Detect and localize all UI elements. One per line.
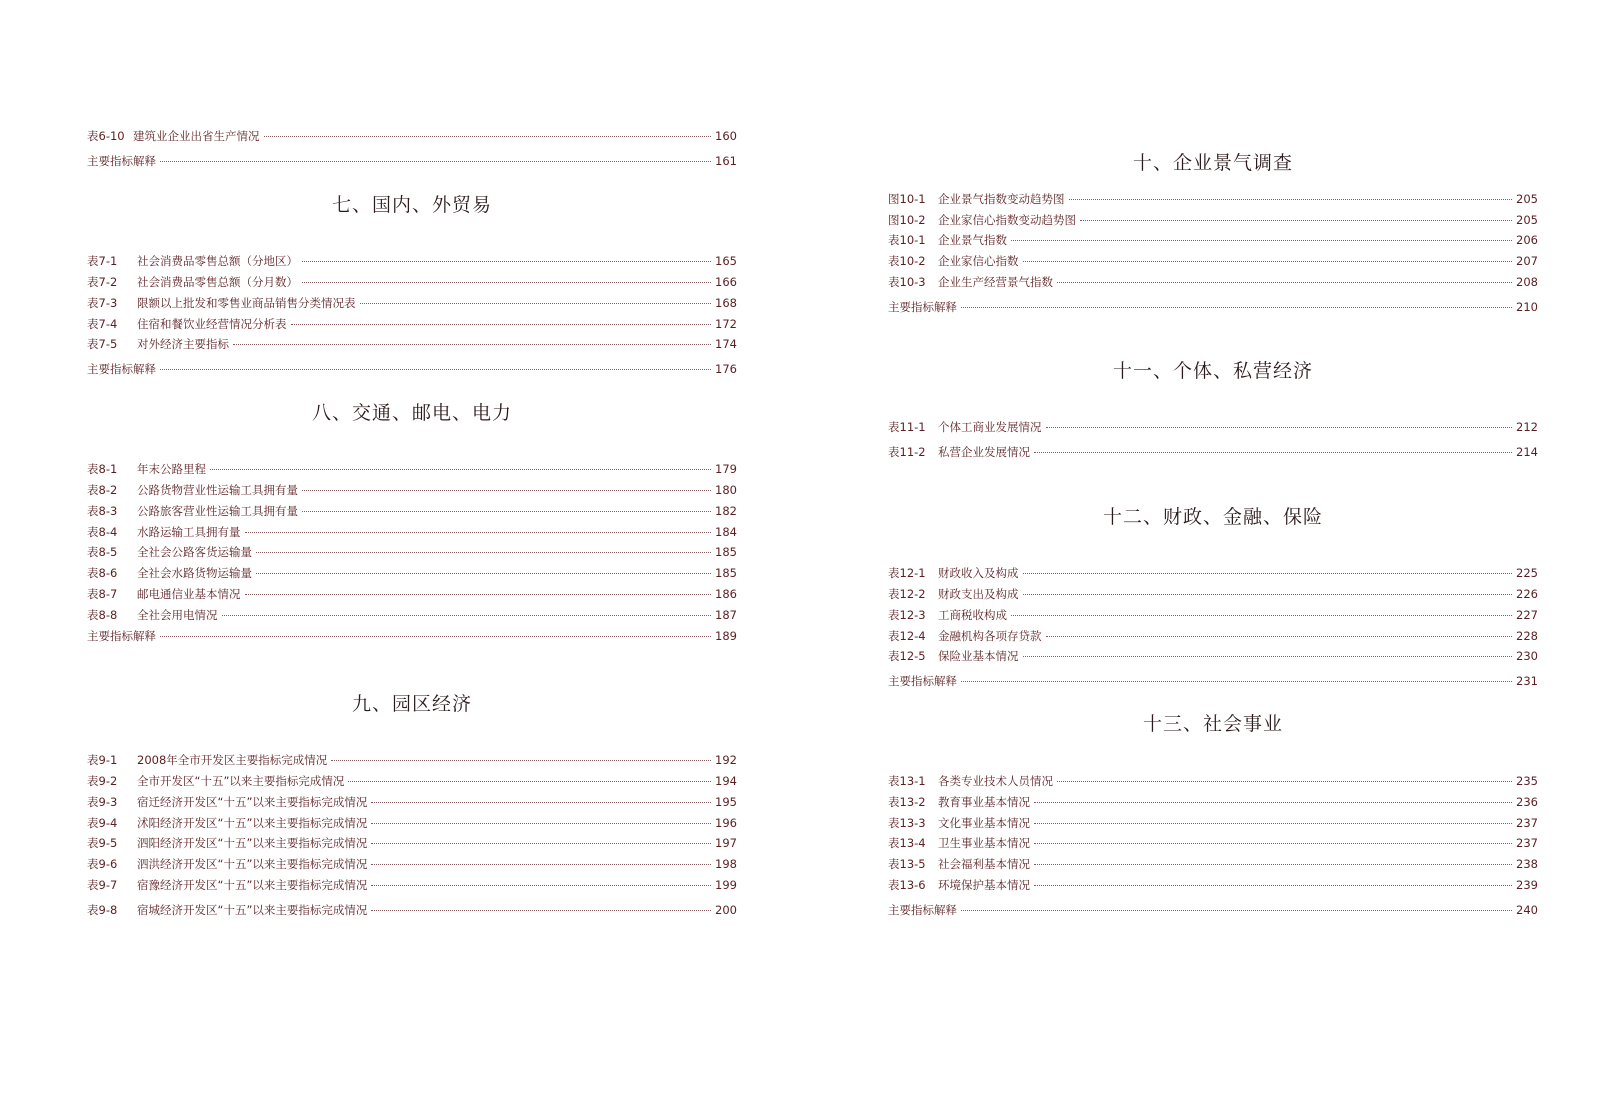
entry-code: 表9-3: [87, 795, 118, 809]
entry-page: 210: [1516, 300, 1538, 314]
entry-page: 194: [715, 774, 737, 788]
entry-page: 208: [1516, 275, 1538, 289]
leader-dots: [1057, 282, 1512, 283]
entry-label: 宿豫经济开发区“十五”以来主要指标完成情况: [137, 878, 368, 892]
entry-page: 236: [1516, 795, 1538, 809]
entry-label: 2008年全市开发区主要指标完成情况: [137, 753, 328, 767]
leader-dots: [1057, 781, 1512, 782]
entry-page: 180: [715, 483, 737, 497]
entry-page: 205: [1516, 213, 1538, 227]
entry-code: 表7-1: [87, 254, 118, 268]
entry-label: 主要指标解释: [888, 300, 957, 314]
entry-label: 社会消费品零售总额（分地区）: [137, 254, 298, 268]
entry-code: 表12-3: [888, 608, 926, 622]
entry-code: 表8-7: [87, 587, 118, 601]
entry-code: 表6-10: [87, 129, 125, 143]
toc-entry[interactable]: [87, 524, 737, 540]
leader-dots: [331, 760, 711, 761]
section-title: 七、国内、外贸易: [331, 194, 492, 216]
leader-dots: [371, 910, 711, 911]
leader-dots: [1011, 240, 1512, 241]
entry-page: 230: [1516, 649, 1538, 663]
entry-label: 社会福利基本情况: [938, 857, 1030, 871]
entry-label: 教育事业基本情况: [938, 795, 1030, 809]
entry-page: 198: [715, 857, 737, 871]
entry-label: 公路旅客营业性运输工具拥有量: [137, 504, 298, 518]
entry-label: 主要指标解释: [888, 903, 957, 917]
toc-entry[interactable]: [87, 752, 737, 768]
entry-code: 表13-3: [888, 816, 926, 830]
entry-page: 214: [1516, 445, 1538, 459]
entry-code: 图10-2: [888, 213, 926, 227]
entry-page: 235: [1516, 774, 1538, 788]
entry-code: 表13-5: [888, 857, 926, 871]
toc-entry[interactable]: [888, 299, 1538, 315]
toc-entry[interactable]: [888, 212, 1538, 228]
entry-code: 表9-4: [87, 816, 118, 830]
leader-dots: [302, 282, 711, 283]
entry-code: 表9-7: [87, 878, 118, 892]
entry-label: 限额以上批发和零售业商品销售分类情况表: [137, 296, 356, 310]
leader-dots: [160, 369, 711, 370]
entry-code: 表11-1: [888, 420, 926, 434]
toc-entry[interactable]: [888, 586, 1538, 602]
entry-label: 企业家信心指数变动趋势图: [938, 213, 1076, 227]
leader-dots: [302, 490, 711, 491]
entry-code: 表10-3: [888, 275, 926, 289]
entry-label: 主要指标解释: [87, 629, 156, 643]
toc-entry[interactable]: [888, 419, 1538, 435]
entry-page: 237: [1516, 836, 1538, 850]
toc-entry[interactable]: [87, 361, 737, 377]
entry-page: 189: [715, 629, 737, 643]
entry-page: 185: [715, 545, 737, 559]
toc-entry[interactable]: [888, 253, 1538, 269]
toc-entry[interactable]: [87, 461, 737, 477]
leader-dots: [1046, 427, 1513, 428]
entry-label: 全社会用电情况: [137, 608, 218, 622]
entry-label: 全市开发区“十五”以来主要指标完成情况: [137, 774, 345, 788]
entry-code: 表9-1: [87, 753, 118, 767]
entry-label: 水路运输工具拥有量: [137, 525, 241, 539]
entry-code: 表7-4: [87, 317, 118, 331]
entry-code: 表13-1: [888, 774, 926, 788]
entry-label: 保险业基本情况: [938, 649, 1019, 663]
leader-dots: [302, 511, 711, 512]
entry-page: 200: [715, 903, 737, 917]
leader-dots: [1023, 656, 1513, 657]
toc-entry[interactable]: [87, 153, 737, 169]
entry-page: 176: [715, 362, 737, 376]
entry-label: 住宿和餐饮业经营情况分析表: [137, 317, 287, 331]
entry-page: 187: [715, 608, 737, 622]
toc-entry[interactable]: [87, 128, 737, 144]
toc-entry[interactable]: [87, 628, 737, 644]
toc-entry[interactable]: [87, 902, 737, 918]
left-page: [87, 0, 737, 1099]
entry-label: 泗阳经济开发区“十五”以来主要指标完成情况: [137, 836, 368, 850]
entry-code: 表8-5: [87, 545, 118, 559]
leader-dots: [1034, 843, 1512, 844]
entry-code: 表7-2: [87, 275, 118, 289]
toc-entry[interactable]: [87, 607, 737, 623]
entry-label: 环境保护基本情况: [938, 878, 1030, 892]
entry-code: 表8-6: [87, 566, 118, 580]
leader-dots: [360, 303, 712, 304]
entry-code: 表12-5: [888, 649, 926, 663]
leader-dots: [245, 594, 712, 595]
entry-label: 企业生产经营景气指数: [938, 275, 1053, 289]
entry-page: 196: [715, 816, 737, 830]
entry-code: 表8-2: [87, 483, 118, 497]
entry-label: 泗洪经济开发区“十五”以来主要指标完成情况: [137, 857, 368, 871]
entry-label: 沭阳经济开发区“十五”以来主要指标完成情况: [137, 816, 368, 830]
entry-page: 205: [1516, 192, 1538, 206]
entry-page: 174: [715, 337, 737, 351]
entry-code: 表12-4: [888, 629, 926, 643]
entry-page: 192: [715, 753, 737, 767]
entry-page: 225: [1516, 566, 1538, 580]
entry-label: 卫生事业基本情况: [938, 836, 1030, 850]
toc-entry[interactable]: [888, 607, 1538, 623]
entry-label: 金融机构各项存贷款: [938, 629, 1042, 643]
entry-code: 表8-1: [87, 462, 118, 476]
entry-code: 表13-2: [888, 795, 926, 809]
section-title: 十、企业景气调查: [1132, 152, 1293, 174]
leader-dots: [348, 781, 711, 782]
entry-code: 表9-2: [87, 774, 118, 788]
entry-page: 195: [715, 795, 737, 809]
leader-dots: [264, 136, 712, 137]
toc-entry[interactable]: [87, 253, 737, 269]
entry-label: 企业景气指数: [938, 233, 1007, 247]
section-title: 十三、社会事业: [1142, 713, 1283, 735]
leader-dots: [1034, 452, 1512, 453]
entry-label: 邮电通信业基本情况: [137, 587, 241, 601]
entry-page: 172: [715, 317, 737, 331]
leader-dots: [210, 469, 711, 470]
entry-label: 全社会水路货物运输量: [137, 566, 252, 580]
entry-code: 表8-4: [87, 525, 118, 539]
leader-dots: [222, 615, 712, 616]
entry-code: 图10-1: [888, 192, 926, 206]
toc-entry[interactable]: [87, 482, 737, 498]
toc-entry[interactable]: [87, 295, 737, 311]
toc-entry[interactable]: [87, 544, 737, 560]
leader-dots: [1023, 573, 1513, 574]
entry-label: 全社会公路客货运输量: [137, 545, 252, 559]
toc-entry[interactable]: [888, 835, 1538, 851]
entry-code: 表10-1: [888, 233, 926, 247]
toc-entry[interactable]: [888, 877, 1538, 893]
entry-label: 工商税收构成: [938, 608, 1007, 622]
entry-page: 184: [715, 525, 737, 539]
entry-label: 公路货物营业性运输工具拥有量: [137, 483, 298, 497]
toc-entry[interactable]: [888, 794, 1538, 810]
leader-dots: [1069, 199, 1513, 200]
toc-entry[interactable]: [888, 565, 1538, 581]
right-page: [888, 0, 1538, 1099]
toc-entry[interactable]: [87, 815, 737, 831]
leader-dots: [1046, 636, 1513, 637]
toc-entry[interactable]: [87, 835, 737, 851]
entry-label: 各类专业技术人员情况: [938, 774, 1053, 788]
section-title: 十二、财政、金融、保险: [1102, 506, 1323, 528]
entry-label: 社会消费品零售总额（分月数）: [137, 275, 298, 289]
entry-code: 表9-5: [87, 836, 118, 850]
entry-code: 表7-5: [87, 337, 118, 351]
leader-dots: [371, 802, 711, 803]
entry-page: 239: [1516, 878, 1538, 892]
entry-page: 238: [1516, 857, 1538, 871]
entry-code: 表8-3: [87, 504, 118, 518]
entry-page: 165: [715, 254, 737, 268]
leader-dots: [1011, 615, 1512, 616]
entry-page: 231: [1516, 674, 1538, 688]
entry-code: 表9-8: [87, 903, 118, 917]
leader-dots: [291, 324, 712, 325]
leader-dots: [371, 843, 711, 844]
toc-entry[interactable]: [888, 902, 1538, 918]
toc-entry[interactable]: [87, 586, 737, 602]
entry-label: 个体工商业发展情况: [938, 420, 1042, 434]
entry-code: 表12-1: [888, 566, 926, 580]
entry-code: 表8-8: [87, 608, 118, 622]
entry-page: 207: [1516, 254, 1538, 268]
entry-page: 166: [715, 275, 737, 289]
entry-label: 主要指标解释: [87, 154, 156, 168]
entry-page: 160: [715, 129, 737, 143]
entry-label: 私营企业发展情况: [938, 445, 1030, 459]
entry-page: 228: [1516, 629, 1538, 643]
entry-page: 237: [1516, 816, 1538, 830]
leader-dots: [371, 823, 711, 824]
leader-dots: [256, 573, 711, 574]
leader-dots: [961, 307, 1512, 308]
entry-code: 表13-6: [888, 878, 926, 892]
entry-page: 240: [1516, 903, 1538, 917]
toc-entry[interactable]: [87, 794, 737, 810]
entry-page: 206: [1516, 233, 1538, 247]
entry-page: 227: [1516, 608, 1538, 622]
leader-dots: [371, 885, 711, 886]
toc-entry[interactable]: [87, 773, 737, 789]
entry-page: 212: [1516, 420, 1538, 434]
entry-code: 表9-6: [87, 857, 118, 871]
toc-entry[interactable]: [888, 856, 1538, 872]
leader-dots: [256, 552, 711, 553]
leader-dots: [160, 161, 711, 162]
leader-dots: [371, 864, 711, 865]
leader-dots: [1023, 594, 1513, 595]
entry-code: 表10-2: [888, 254, 926, 268]
entry-page: 185: [715, 566, 737, 580]
entry-label: 文化事业基本情况: [938, 816, 1030, 830]
entry-label: 财政收入及构成: [938, 566, 1019, 580]
leader-dots: [1034, 864, 1512, 865]
entry-label: 企业景气指数变动趋势图: [938, 192, 1065, 206]
leader-dots: [961, 910, 1512, 911]
toc-entry[interactable]: [87, 336, 737, 352]
leader-dots: [233, 344, 711, 345]
section-title: 八、交通、邮电、电力: [311, 402, 512, 424]
entry-code: 表13-4: [888, 836, 926, 850]
entry-label: 主要指标解释: [87, 362, 156, 376]
entry-label: 企业家信心指数: [938, 254, 1019, 268]
entry-code: 表12-2: [888, 587, 926, 601]
leader-dots: [1080, 220, 1512, 221]
toc-entry[interactable]: [87, 565, 737, 581]
entry-label: 主要指标解释: [888, 674, 957, 688]
entry-page: 186: [715, 587, 737, 601]
section-title: 十一、个体、私营经济: [1112, 360, 1313, 382]
section-title: 九、园区经济: [351, 693, 472, 715]
toc-entry[interactable]: [87, 503, 737, 519]
entry-code: 表11-2: [888, 445, 926, 459]
entry-page: 197: [715, 836, 737, 850]
entry-page: 168: [715, 296, 737, 310]
toc-entry[interactable]: [888, 773, 1538, 789]
toc-entry[interactable]: [888, 191, 1538, 207]
toc-entry[interactable]: [87, 316, 737, 332]
entry-label: 对外经济主要指标: [137, 337, 229, 351]
entry-page: 199: [715, 878, 737, 892]
entry-code: 表7-3: [87, 296, 118, 310]
entry-label: 建筑业企业出省生产情况: [133, 129, 260, 143]
leader-dots: [1034, 823, 1512, 824]
entry-page: 226: [1516, 587, 1538, 601]
toc-entry[interactable]: [888, 673, 1538, 689]
entry-label: 宿迁经济开发区“十五”以来主要指标完成情况: [137, 795, 368, 809]
toc-entry[interactable]: [888, 444, 1538, 460]
toc-entry[interactable]: [888, 232, 1538, 248]
leader-dots: [961, 681, 1512, 682]
entry-label: 年末公路里程: [137, 462, 206, 476]
toc-entry[interactable]: [888, 274, 1538, 290]
toc-entry[interactable]: [87, 856, 737, 872]
toc-entry[interactable]: [888, 628, 1538, 644]
entry-page: 179: [715, 462, 737, 476]
entry-label: 财政支出及构成: [938, 587, 1019, 601]
leader-dots: [302, 261, 711, 262]
leader-dots: [1034, 885, 1512, 886]
toc-entry[interactable]: [888, 815, 1538, 831]
toc-entry[interactable]: [888, 648, 1538, 664]
leader-dots: [1034, 802, 1512, 803]
entry-page: 182: [715, 504, 737, 518]
entry-page: 161: [715, 154, 737, 168]
toc-entry[interactable]: [87, 877, 737, 893]
leader-dots: [160, 636, 711, 637]
toc-entry[interactable]: [87, 274, 737, 290]
leader-dots: [1023, 261, 1513, 262]
entry-label: 宿城经济开发区“十五”以来主要指标完成情况: [137, 903, 368, 917]
leader-dots: [245, 532, 712, 533]
